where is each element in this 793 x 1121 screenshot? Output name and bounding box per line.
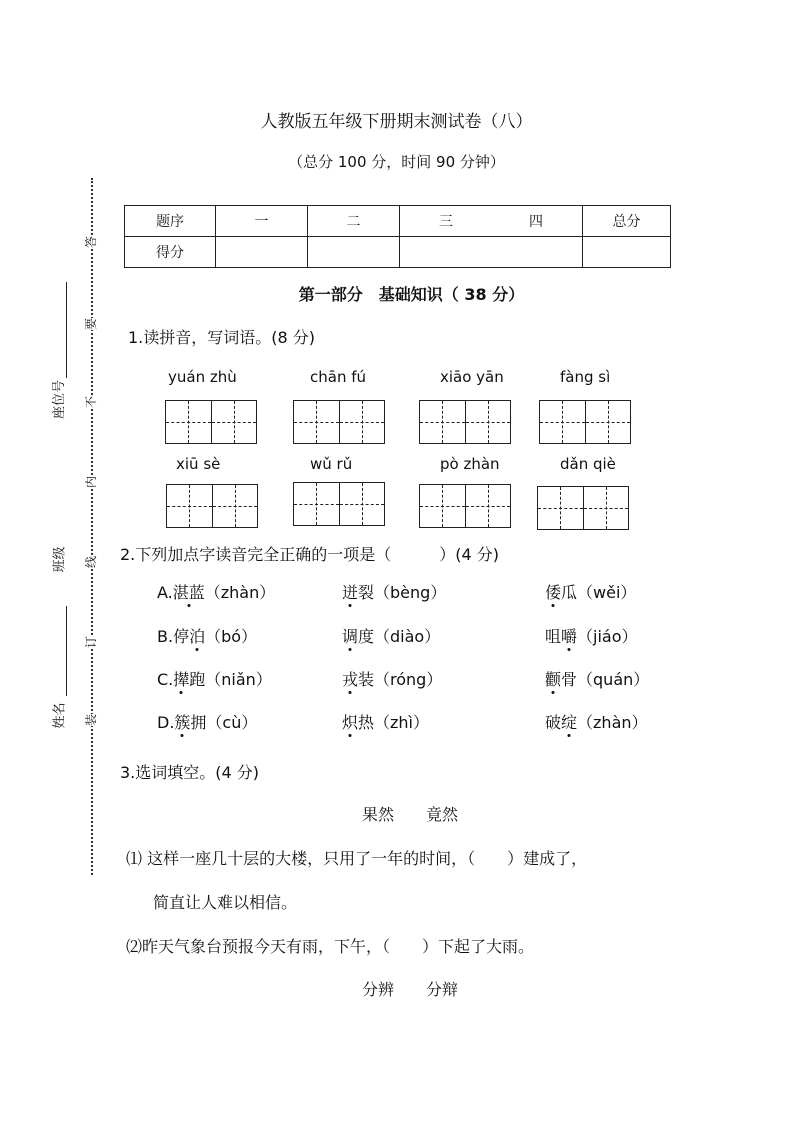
option-text: 撵 (173, 670, 190, 689)
name-label: 姓名 (52, 702, 68, 729)
table-cell: 得分 (125, 237, 216, 268)
option-text: 泊 (189, 627, 206, 646)
sentence-1b: 简直让人难以相信。 (153, 893, 298, 912)
option-text: 咀 (545, 627, 562, 646)
option-item (545, 710, 648, 733)
option-text: 颧 (545, 670, 562, 689)
option-text: 瓜（wěi） (561, 583, 637, 602)
writing-grid[interactable] (293, 482, 385, 526)
option-text: 装（róng） (358, 670, 443, 689)
option-text: 迸 (342, 583, 359, 602)
option-item (157, 667, 272, 690)
option-item (157, 624, 257, 647)
option-text: 绽 (561, 713, 578, 732)
table-cell: 总分 (583, 206, 671, 237)
option-item (157, 580, 275, 603)
option-text: 戎 (342, 670, 359, 689)
pinyin-label: fàng sì (560, 368, 611, 386)
option-text: D. (157, 713, 175, 732)
table-cell: 一 (216, 206, 308, 237)
option-text: 骨（quán） (561, 670, 650, 689)
table-row (125, 206, 671, 237)
question-2-title: 2.下列加点字读音完全正确的一项是（ ）(4 分) (120, 545, 500, 564)
table-cell: 二 (308, 206, 400, 237)
writing-grid[interactable] (419, 400, 511, 444)
table-cell-text: 三 (439, 214, 453, 230)
option-text: A.湛 (157, 583, 189, 602)
option-item (157, 710, 257, 733)
page-title: 人教版五年级下册期末测试卷（八） (260, 112, 533, 132)
option-text: 炽 (342, 713, 359, 732)
option-text: 蓝（zhàn） (188, 583, 276, 602)
option-item (545, 667, 649, 690)
option-text: B.停 (157, 627, 190, 646)
option-text: 跑（niǎn） (189, 670, 272, 689)
option-text: 破 (545, 713, 562, 732)
page-subtitle: （总分 100 分，时间 90 分钟） (288, 153, 505, 171)
table-cell (400, 206, 583, 237)
binding-char: 线 (84, 555, 99, 569)
binding-char: 订 (84, 635, 99, 649)
question-3-title: 3.选词填空。(4 分) (120, 763, 260, 782)
option-text: 倭 (545, 583, 562, 602)
word-choices-1: 果然 竟然 (361, 805, 458, 824)
option-item (545, 624, 638, 647)
table-cell-text: 四 (529, 214, 543, 230)
pinyin-label: wǔ rǔ (310, 455, 353, 473)
question-1-title: 1.读拼音，写词语。(8 分) (128, 328, 316, 347)
pinyin-label: dǎn qiè (560, 455, 616, 473)
binding-char: 要 (84, 317, 99, 331)
option-item (342, 624, 440, 647)
writing-grid[interactable] (537, 486, 629, 530)
option-text: 拥（cù） (190, 713, 258, 732)
option-text: 调 (342, 627, 359, 646)
writing-grid[interactable] (539, 400, 631, 444)
seat-number-label: 座位号 (52, 379, 68, 420)
writing-grid[interactable] (419, 484, 511, 528)
writing-grid[interactable] (166, 484, 258, 528)
writing-grid[interactable] (165, 400, 257, 444)
pinyin-label: pò zhàn (440, 455, 500, 473)
table-cell: 题序 (125, 206, 216, 237)
score-input-cell[interactable] (216, 237, 308, 268)
word-choices-2: 分辨 分辩 (361, 980, 458, 999)
name-line (66, 606, 67, 696)
binding-char: 内 (84, 475, 99, 489)
option-item (342, 667, 442, 690)
section-heading: 第一部分 基础知识（ 38 分） (298, 285, 525, 304)
option-text: C. (157, 670, 174, 689)
binding-char: 装 (84, 713, 99, 727)
option-text: （zhàn） (577, 713, 648, 732)
table-row (125, 237, 671, 268)
option-text: 热（zhì） (358, 713, 430, 732)
option-item (545, 580, 636, 603)
option-text: 簇 (174, 713, 191, 732)
score-input-cell[interactable] (400, 237, 583, 268)
option-text: （bó） (205, 627, 258, 646)
option-item (342, 580, 446, 603)
option-text: 裂（bèng） (358, 583, 447, 602)
binding-char: 答 (84, 235, 99, 249)
binding-char: 不 (84, 395, 99, 409)
pinyin-label: xiāo yān (440, 368, 504, 386)
sentence-2: ⑵昨天气象台预报今天有雨，下午，（ ）下起了大雨。 (126, 937, 535, 956)
option-text: 度（diào） (358, 627, 441, 646)
pinyin-label: xiū sè (176, 455, 221, 473)
score-input-cell[interactable] (308, 237, 400, 268)
sentence-1a: ⑴ 这样一座几十层的大楼，只用了一年的时间，（ ）建成了， (126, 849, 588, 868)
score-table (124, 205, 671, 268)
option-item (342, 710, 429, 733)
pinyin-label: chān fú (310, 368, 367, 386)
writing-grid[interactable] (293, 400, 385, 444)
option-text: （jiáo） (577, 627, 638, 646)
score-input-cell[interactable] (583, 237, 671, 268)
pinyin-label: yuán zhù (168, 368, 237, 386)
class-label: 班级 (52, 546, 68, 573)
option-text: 嚼 (561, 627, 578, 646)
